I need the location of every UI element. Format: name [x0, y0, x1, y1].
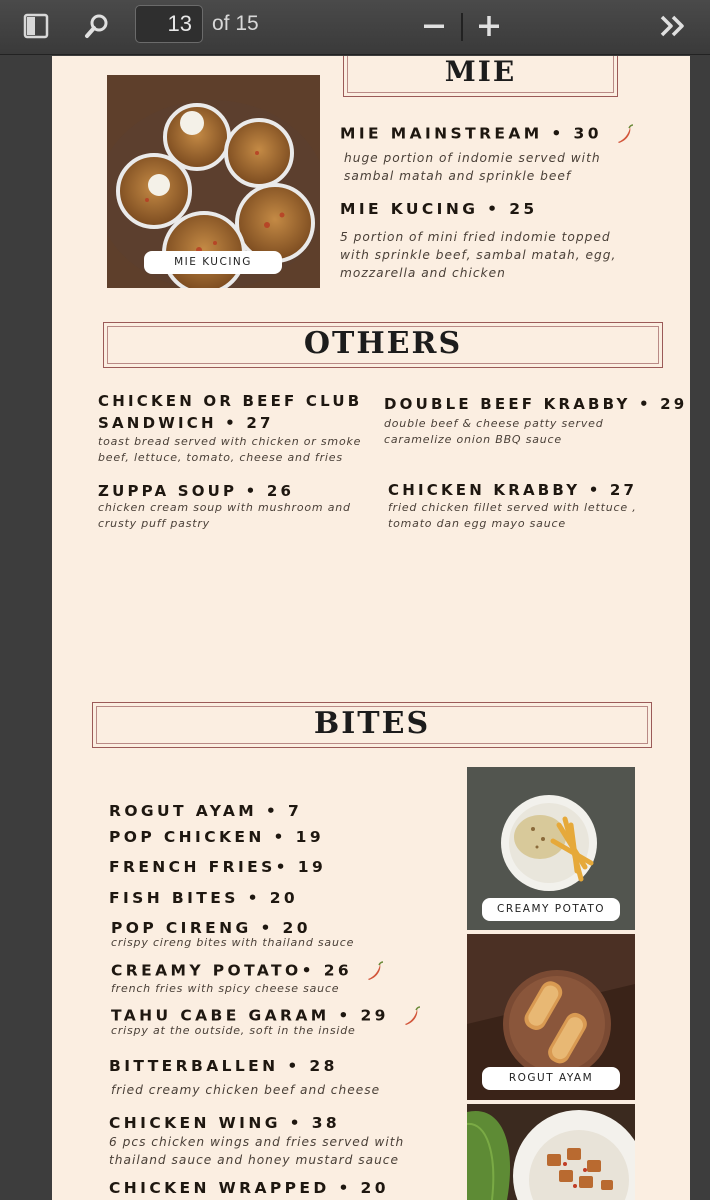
- menu-item-creamy-potato-desc: french fries with spicy cheese sauce: [111, 982, 340, 995]
- menu-item-double-beef-krabby-desc: double beef & cheese patty served caramelize onion BBQ sauce: [384, 417, 604, 446]
- menu-item-zuppa-soup-desc: chicken cream soup with mushroom and crusty puff pastry: [98, 501, 351, 530]
- menu-item-double-beef-krabby: DOUBLE BEEF KRABBY • 29: [384, 395, 688, 413]
- zoom-out-button[interactable]: [415, 8, 453, 44]
- more-tools-button[interactable]: [654, 8, 692, 44]
- creamy-potato-photo-label: CREAMY POTATO: [482, 898, 620, 921]
- menu-item-mie-kucing-desc: 5 portion of mini fried indomie topped with sprinkle beef, sambal matah, egg, mozzarella and chicken: [340, 230, 617, 280]
- chili-icon: [400, 1005, 422, 1027]
- menu-item-club-sandwich-desc: toast bread served with chicken or smoke beef, lettuce, tomato, cheese and fries: [98, 435, 362, 464]
- menu-item-club-sandwich: CHICKEN OR BEEF CLUB SANDWICH • 27: [98, 392, 363, 432]
- menu-item-chicken-wrapped: CHICKEN WRAPPED • 20: [109, 1179, 389, 1197]
- menu-item-pop-cireng: POP CIRENG • 20: [111, 919, 311, 937]
- others-section-title: OTHERS: [303, 326, 463, 361]
- mie-photo-label: MIE KUCING: [144, 251, 282, 274]
- mie-kucing-photo: [107, 75, 320, 288]
- bites-photo-partial: [467, 1104, 635, 1200]
- rogut-ayam-photo: [467, 934, 635, 1100]
- others-title-frame: [103, 322, 663, 368]
- menu-item-pop-cireng-desc: crispy cireng bites with thailand sauce: [111, 936, 355, 949]
- zoom-in-button[interactable]: [470, 8, 508, 44]
- menu-item-zuppa-soup: ZUPPA SOUP • 26: [98, 482, 295, 500]
- menu-item-mie-mainstream: MIE MAINSTREAM • 30: [340, 123, 635, 145]
- menu-item-chicken-wing-desc: 6 pcs chicken wings and fries served with thailand sauce and honey mustard sauce: [109, 1135, 405, 1167]
- menu-item-mie-mainstream-desc: huge portion of indomie served with sambal matah and sprinkle beef: [344, 151, 601, 183]
- menu-item-tahu-cabe-garam: TAHU CABE GARAM • 29: [111, 1005, 422, 1027]
- search-icon: [83, 12, 111, 40]
- menu-item-chicken-wing: CHICKEN WING • 38: [109, 1114, 341, 1132]
- menu-item-pop-chicken: POP CHICKEN • 19: [109, 828, 325, 846]
- toolbar-divider: [461, 13, 463, 41]
- menu-item-french-fries: FRENCH FRIES• 19: [109, 858, 327, 876]
- menu-item-creamy-potato: CREAMY POTATO• 26: [111, 960, 385, 982]
- menu-item-chicken-krabby: CHICKEN KRABBY • 27: [388, 481, 638, 499]
- menu-item-chicken-krabby-desc: fried chicken fillet served with lettuce , tomato dan egg mayo sauce: [388, 501, 637, 530]
- pdf-toolbar: [0, 0, 710, 55]
- page-count-label: of 15: [212, 12, 259, 35]
- chili-icon: [613, 123, 635, 145]
- sidebar-toggle-button[interactable]: [17, 8, 55, 44]
- menu-item-rogut-ayam: ROGUT AYAM • 7: [109, 802, 303, 820]
- zoom-in-icon: [478, 15, 500, 37]
- bites-title-frame: [92, 702, 652, 748]
- mie-title-frame: [343, 56, 618, 97]
- creamy-potato-photo: [467, 767, 635, 930]
- menu-item-fish-bites: FISH BITES • 20: [109, 889, 299, 907]
- rogut-ayam-photo-label: ROGUT AYAM: [482, 1067, 620, 1090]
- more-tools-icon: [658, 14, 688, 38]
- page-number-input[interactable]: [135, 5, 203, 43]
- chili-icon: [363, 960, 385, 982]
- search-button[interactable]: [78, 8, 116, 44]
- menu-item-bitterballen: BITTERBALLEN • 28: [109, 1057, 338, 1075]
- bites-section-title: BITES: [313, 706, 431, 741]
- pdf-page: [52, 56, 690, 1200]
- zoom-out-icon: [423, 15, 445, 37]
- sidebar-toggle-icon: [22, 12, 50, 40]
- menu-item-bitterballen-desc: fried creamy chicken beef and cheese: [111, 1083, 381, 1097]
- menu-item-tahu-cabe-garam-desc: crispy at the outside, soft in the inside: [111, 1024, 356, 1037]
- menu-item-mie-kucing: MIE KUCING • 25: [340, 200, 538, 218]
- mie-section-title: MIE: [444, 56, 517, 88]
